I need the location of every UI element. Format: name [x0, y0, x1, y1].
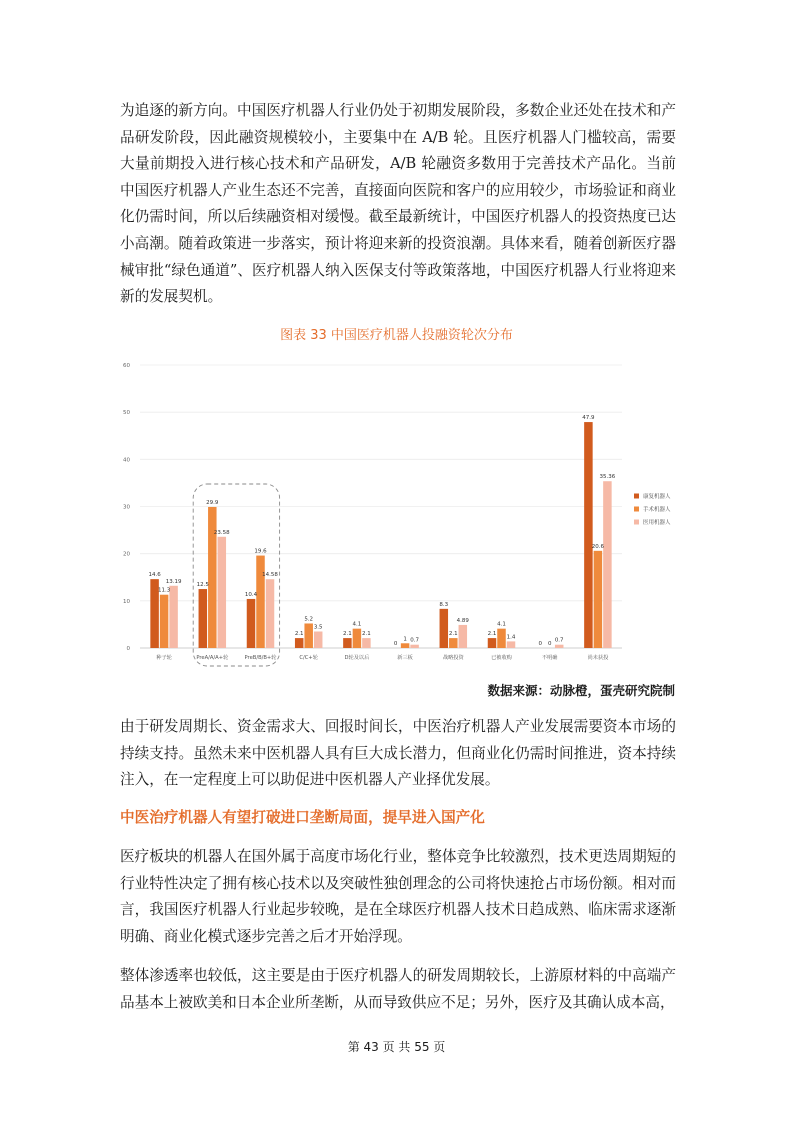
x-tick-label: PreB/B/B+轮	[244, 655, 277, 661]
bar-2	[507, 641, 516, 648]
bar-0	[247, 599, 256, 648]
y-tick-label: 40	[123, 457, 130, 464]
data-label: 13.19	[165, 578, 182, 585]
data-label: 47.9	[582, 415, 595, 422]
data-label: 5.2	[304, 616, 314, 623]
bar-1	[497, 629, 506, 648]
bar-0	[199, 589, 208, 648]
chart-x-axis	[156, 653, 609, 661]
x-tick-label: 战略投资	[442, 655, 464, 661]
legend-swatch	[634, 507, 639, 512]
data-label: 14.58	[262, 572, 278, 579]
bar-1	[449, 638, 458, 648]
x-tick-label: 已被收购	[491, 655, 512, 661]
bar-2	[218, 537, 227, 648]
data-label: 8.3	[439, 601, 449, 608]
x-tick-label: D轮及以后	[344, 655, 370, 661]
bar-2	[459, 625, 468, 648]
bar-1	[208, 507, 217, 648]
bar-2	[266, 579, 275, 648]
data-label: 14.6	[148, 572, 161, 579]
legend-label: 康复机器人	[643, 494, 671, 500]
bar-0	[343, 638, 352, 648]
data-label: 4.89	[456, 617, 469, 624]
page-number: 第 43 页 共 55 页	[347, 1040, 446, 1054]
legend-label: 手术机器人	[643, 507, 671, 513]
data-label: 35.36	[599, 474, 616, 481]
data-label: 2.1	[448, 631, 458, 638]
investment-round-chart	[0, 352, 793, 682]
x-tick-label: PreA/A/A+轮	[196, 655, 229, 661]
x-tick-label: 不明确	[541, 655, 558, 661]
data-label: 10.4	[244, 591, 258, 598]
bar-0	[295, 638, 304, 648]
data-label: 0	[393, 641, 398, 647]
data-label: 0	[547, 641, 552, 647]
data-label: 0.7	[554, 637, 564, 644]
x-tick-label: C/C+轮	[299, 655, 318, 661]
data-label: 20.6	[591, 543, 605, 550]
data-label: 4.1	[352, 621, 362, 628]
paragraph-market: 医疗板块的机器人在国外属于高度市场化行业，整体竞争比较激烈，技术更迭周期短的行业特性决定了拥有核心技术以及突破性独创理念的公司将快速抢占市场份额。相对而言，我国医疗机器人行业起步较晚，是在全球医疗机器人技术日趋成熟、临床需求逐渐明确、商业化模式逐步完善之后才开始浮现。	[120, 848, 676, 945]
legend-swatch	[634, 520, 639, 525]
data-label: 11.3	[157, 587, 171, 594]
y-tick-label: 50	[123, 410, 130, 417]
figure-caption: 图表 33 中国医疗机器人投融资轮次分布	[280, 328, 513, 343]
bar-1	[304, 623, 313, 648]
x-tick-label: 尚未获投	[587, 655, 609, 661]
data-label: 12.5	[196, 582, 209, 589]
bar-1	[256, 556, 265, 648]
data-label: 29.9	[206, 499, 219, 506]
data-label: 23.58	[213, 529, 230, 536]
x-tick-label: 种子轮	[156, 655, 172, 661]
bar-2	[314, 631, 323, 648]
chart-legend	[634, 492, 671, 526]
legend-label: 医用机器人	[643, 520, 671, 526]
data-label: 3.5	[313, 624, 323, 631]
bar-2	[555, 645, 564, 648]
data-label: 1	[403, 636, 407, 643]
bar-0	[440, 609, 449, 648]
legend-swatch	[634, 494, 639, 499]
bar-2	[169, 586, 178, 648]
y-tick-label: 30	[123, 504, 130, 511]
y-tick-label: 60	[123, 363, 130, 369]
bar-1	[160, 595, 169, 648]
bar-0	[488, 638, 497, 648]
y-tick-label: 10	[123, 598, 130, 605]
data-label: 4.1	[497, 621, 506, 628]
bar-0	[584, 422, 593, 648]
section-heading: 中医治疗机器人有望打破进口垄断局面，提早进入国产化	[120, 809, 485, 826]
bar-2	[603, 481, 612, 648]
data-label: 19.6	[254, 548, 267, 555]
bar-1	[594, 551, 603, 648]
data-label: 0	[538, 641, 542, 647]
data-label: 1.4	[506, 634, 516, 641]
data-label: 2.1	[487, 631, 497, 638]
bar-1	[353, 629, 362, 648]
y-tick-label: 0	[126, 646, 130, 652]
y-tick-label: 20	[123, 551, 130, 558]
paragraph-penetration: 整体渗透率也较低，这主要是由于医疗机器人的研发周期较长，上游原材料的中高端产品基本上被欧美和日本企业所垄断，从而导致供应不足；另外，医疗及其确认成本高，	[120, 967, 676, 1011]
data-label: 0.7	[410, 637, 419, 644]
x-tick-label: 新三板	[397, 655, 413, 661]
data-label: 2.1	[294, 631, 304, 638]
data-label: 2.1	[362, 631, 371, 638]
bar-2	[362, 638, 371, 648]
bar-1	[401, 643, 410, 648]
data-label: 2.1	[343, 631, 352, 638]
paragraph-intro: 为追逐的新方向。中国医疗机器人行业仍处于初期发展阶段，多数企业还处在技术和产品研发阶段，因此融资规模较小，主要集中在 A/B 轮。且医疗机器人门槛较高，需要大量前期投入进行核心技术和产品研发，A/B 轮融资多数用于完善技术产品化。当前中国医疗机器人产业生态还不完善，直接面向医院和客户的应用较少，市场验证和商业化仍需时间，所以后续融资相对缓慢。截至最新统计，中国医疗机器人的投资热度已达小高潮。随着政策进一步落实，预计将迎来新的投资浪潮。具体来看，随着创新医疗器械审批“绿色通道”、医疗机器人纳入医保支付等政策落地，中国医疗机器人行业将迎来新的发展契机。	[120, 102, 676, 306]
paragraph-capital: 由于研发周期长、资金需求大、回报时间长，中医治疗机器人产业发展需要资本市场的持续支持。虽然未来中医机器人具有巨大成长潜力，但商业化仍需时间推进，资本持续注入，在一定程度上可以助促进中医机器人产业择优发展。	[120, 718, 676, 789]
data-source: 数据来源：动脉橙，蛋壳研究院制	[487, 683, 675, 698]
chart-y-axis	[123, 363, 131, 652]
bar-2	[410, 645, 419, 648]
